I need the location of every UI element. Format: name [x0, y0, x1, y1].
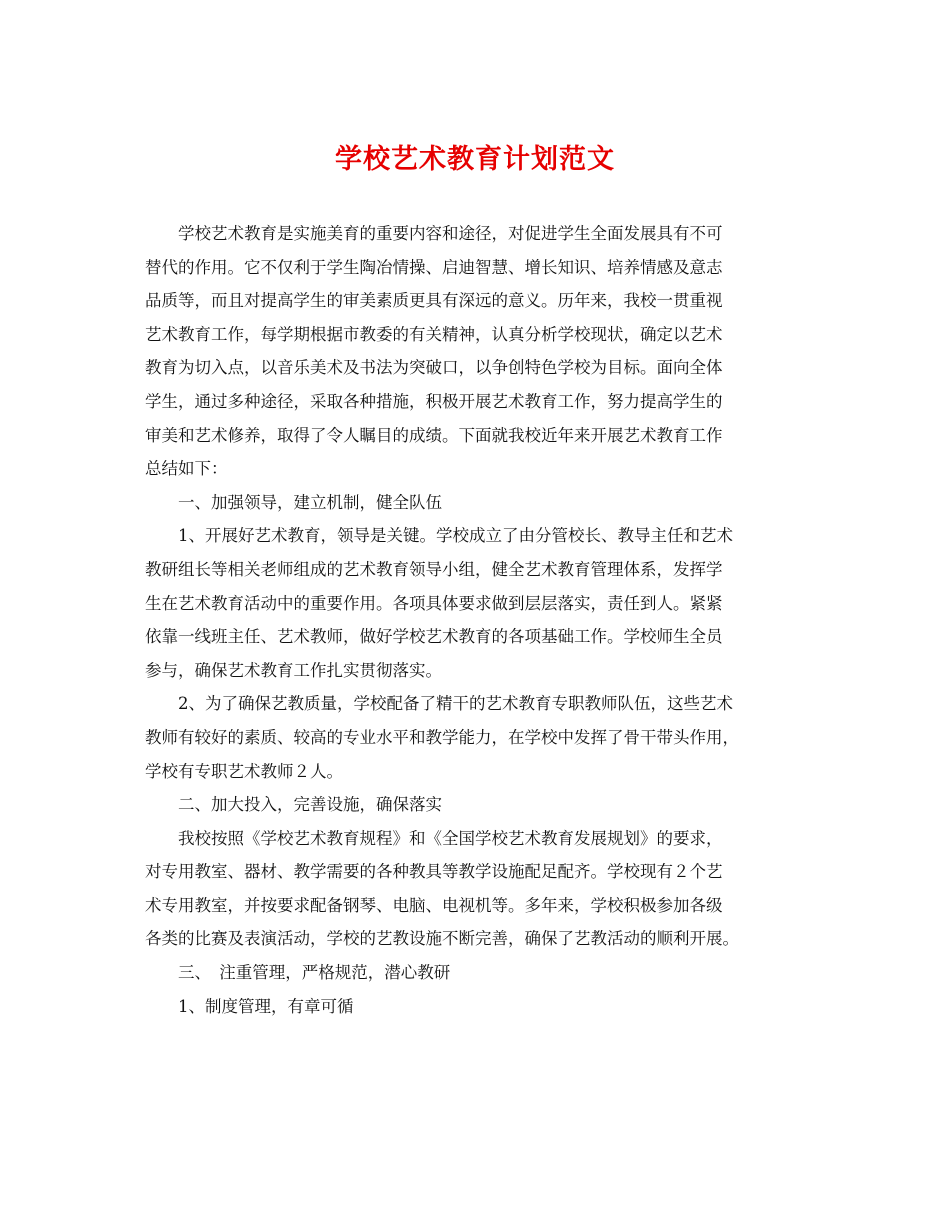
text-line: 教研组长等相关老师组成的艺术教育领导小组，健全艺术教育管理体系，发挥学: [145, 559, 723, 579]
text-line: 我校按照《学校艺术教育规程》和《全国学校艺术教育发展规划》的要求，: [178, 828, 723, 848]
paragraph-1-1: [145, 519, 807, 687]
paragraph-intro: [145, 217, 807, 486]
text-line: 学校艺术教育是实施美育的重要内容和途径，对促进学生全面发展具有不可: [178, 224, 723, 243]
text-line: 替代的作用。它不仅利于学生陶冶情操、启迪智慧、增长知识、培养情感及意志: [145, 257, 723, 277]
text-line: 生在艺术教育活动中的重要作用。各项具体要求做到层层落实，责任到人。紧紧: [145, 593, 723, 613]
document-title: 学校艺术教育计划范文: [335, 144, 615, 175]
text-line: 教师有较好的素质、较高的专业水平和教学能力，在学校中发挥了骨干带头作用，: [145, 727, 739, 747]
text-line: 对专用教室、器材、教学需要的各种教具等教学设施配足配齐。学校现有２个艺: [145, 862, 723, 882]
text-line: 教育为切入点，以音乐美术及书法为突破口，以争创特色学校为目标。面向全体: [145, 358, 723, 378]
paragraph-3-1: [145, 990, 807, 1024]
text-line: 各类的比赛及表演活动，学校的艺教设施不断完善，确保了艺教活动的顺利开展。: [145, 929, 739, 949]
paragraph-1-2: [145, 687, 807, 788]
text-line: 学校有专职艺术教师２人。: [145, 761, 343, 781]
paragraph-2: [145, 822, 807, 956]
section-heading-3: [145, 956, 807, 990]
text-line: 依靠一线班主任、艺术教师，做好学校艺术教育的各项基础工作。学校师生全员: [145, 627, 723, 647]
text-line: 总结如下：: [145, 459, 228, 479]
text-line: 艺术教育工作，每学期根据市教委的有关精神，认真分析学校现状，确定以艺术: [145, 324, 723, 344]
text-line: 审美和艺术修养，取得了令人瞩目的成绩。下面就我校近年来开展艺术教育工作: [145, 425, 723, 445]
text-line: 二、加大投入，完善设施，确保落实: [178, 795, 442, 815]
text-line: 1、制度管理，有章可循: [178, 996, 354, 1016]
text-line: 一、加强领导，建立机制，健全队伍: [178, 492, 442, 512]
text-line: 1、开展好艺术教育，领导是关键。学校成立了由分管校长、教导主任和艺术: [178, 526, 733, 546]
text-line: 术专用教室，并按要求配备钢琴、电脑、电视机等。多年来，学校积极参加各级: [145, 895, 723, 915]
section-heading-1: [145, 486, 807, 520]
text-line: 参与，确保艺术教育工作扎实贯彻落实。: [145, 660, 442, 680]
text-line: 三、 注重管理，严格规范，潜心教研: [178, 963, 451, 983]
section-heading-2: [145, 788, 807, 822]
document-body: [145, 217, 807, 1023]
text-line: 品质等，而且对提高学生的审美素质更具有深远的意义。历年来，我校一贯重视: [145, 291, 723, 311]
text-line: 学生，通过多种途径，采取各种措施，积极开展艺术教育工作，努力提高学生的: [145, 391, 723, 411]
text-line: 2、为了确保艺教质量，学校配备了精干的艺术教育专职教师队伍，这些艺术: [178, 694, 733, 714]
